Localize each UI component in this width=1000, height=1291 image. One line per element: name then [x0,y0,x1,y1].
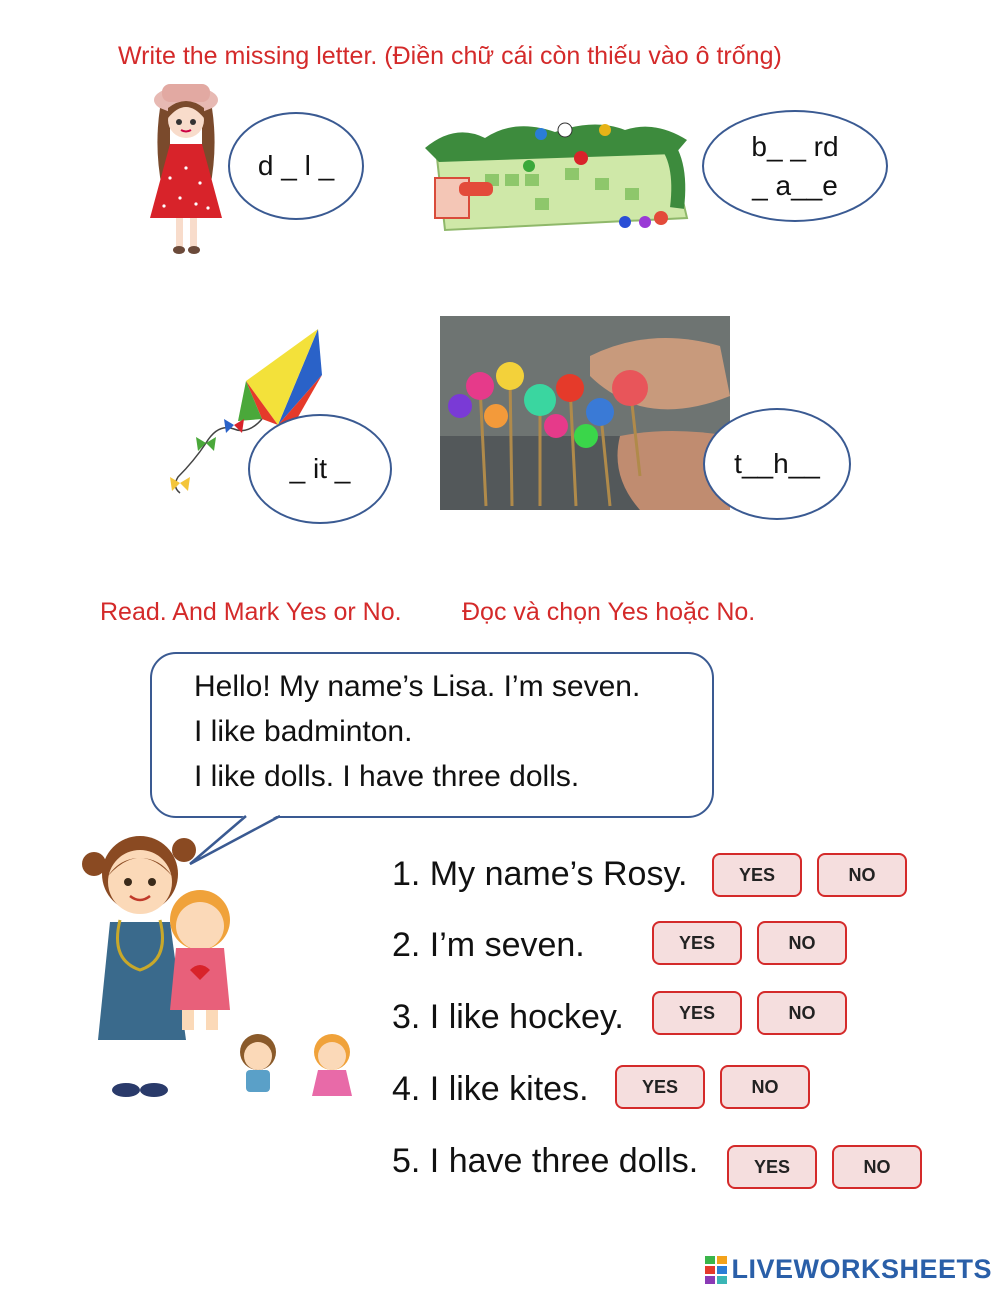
section2-heading-vi: Đọc và chọn Yes hoặc No. [462,598,756,626]
speech-bubble [150,652,714,818]
question-3: 3. I like hockey. [392,998,624,1036]
speech-line: I like dolls. I have three dolls. [194,760,580,793]
answer-oval-board-game[interactable] [702,110,888,222]
answer-oval-doll[interactable] [228,112,364,220]
speech-line: I like badminton. [194,715,413,748]
liveworksheets-logo-icon [705,1256,727,1284]
liveworksheets-logo [705,1254,992,1285]
toy-figurines-photo [440,316,730,510]
no-button-3[interactable]: NO [757,991,847,1035]
no-button-1[interactable]: NO [817,853,907,897]
answer-oval-kite[interactable] [248,414,392,524]
yes-button-4[interactable]: YES [615,1065,705,1109]
section2-heading: Read. And Mark Yes or No. [100,598,402,626]
oval-text: t__h__ [734,448,820,480]
yes-button-5[interactable]: YES [727,1145,817,1189]
section1-heading: Write the missing letter. (Điền chữ cái còn thiếu vào ô trống) [118,42,782,70]
board-game-image [425,118,695,240]
yes-button-2[interactable]: YES [652,921,742,965]
question-4: 4. I like kites. [392,1070,589,1108]
yes-button-1[interactable]: YES [712,853,802,897]
answer-oval-toys[interactable] [703,408,851,520]
oval-text: d _ l _ [257,150,335,182]
oval-text: _ it _ [289,453,351,485]
no-button-5[interactable]: NO [832,1145,922,1189]
question-2: 2. I’m seven. [392,926,585,964]
no-button-2[interactable]: NO [757,921,847,965]
girl-with-dolls-image [80,830,360,1110]
question-5: 5. I have three dolls. [392,1142,699,1180]
oval-text-line-1: b_ _ rd [751,130,839,162]
no-button-4[interactable]: NO [720,1065,810,1109]
yes-button-3[interactable]: YES [652,991,742,1035]
liveworksheets-brand: LIVEWORKSHEETS [731,1254,992,1284]
speech-line: Hello! My name’s Lisa. I’m seven. [194,670,641,703]
question-1: 1. My name’s Rosy. [392,855,688,893]
doll-image [140,78,232,258]
oval-text-line-2: _ a__e [752,170,838,201]
